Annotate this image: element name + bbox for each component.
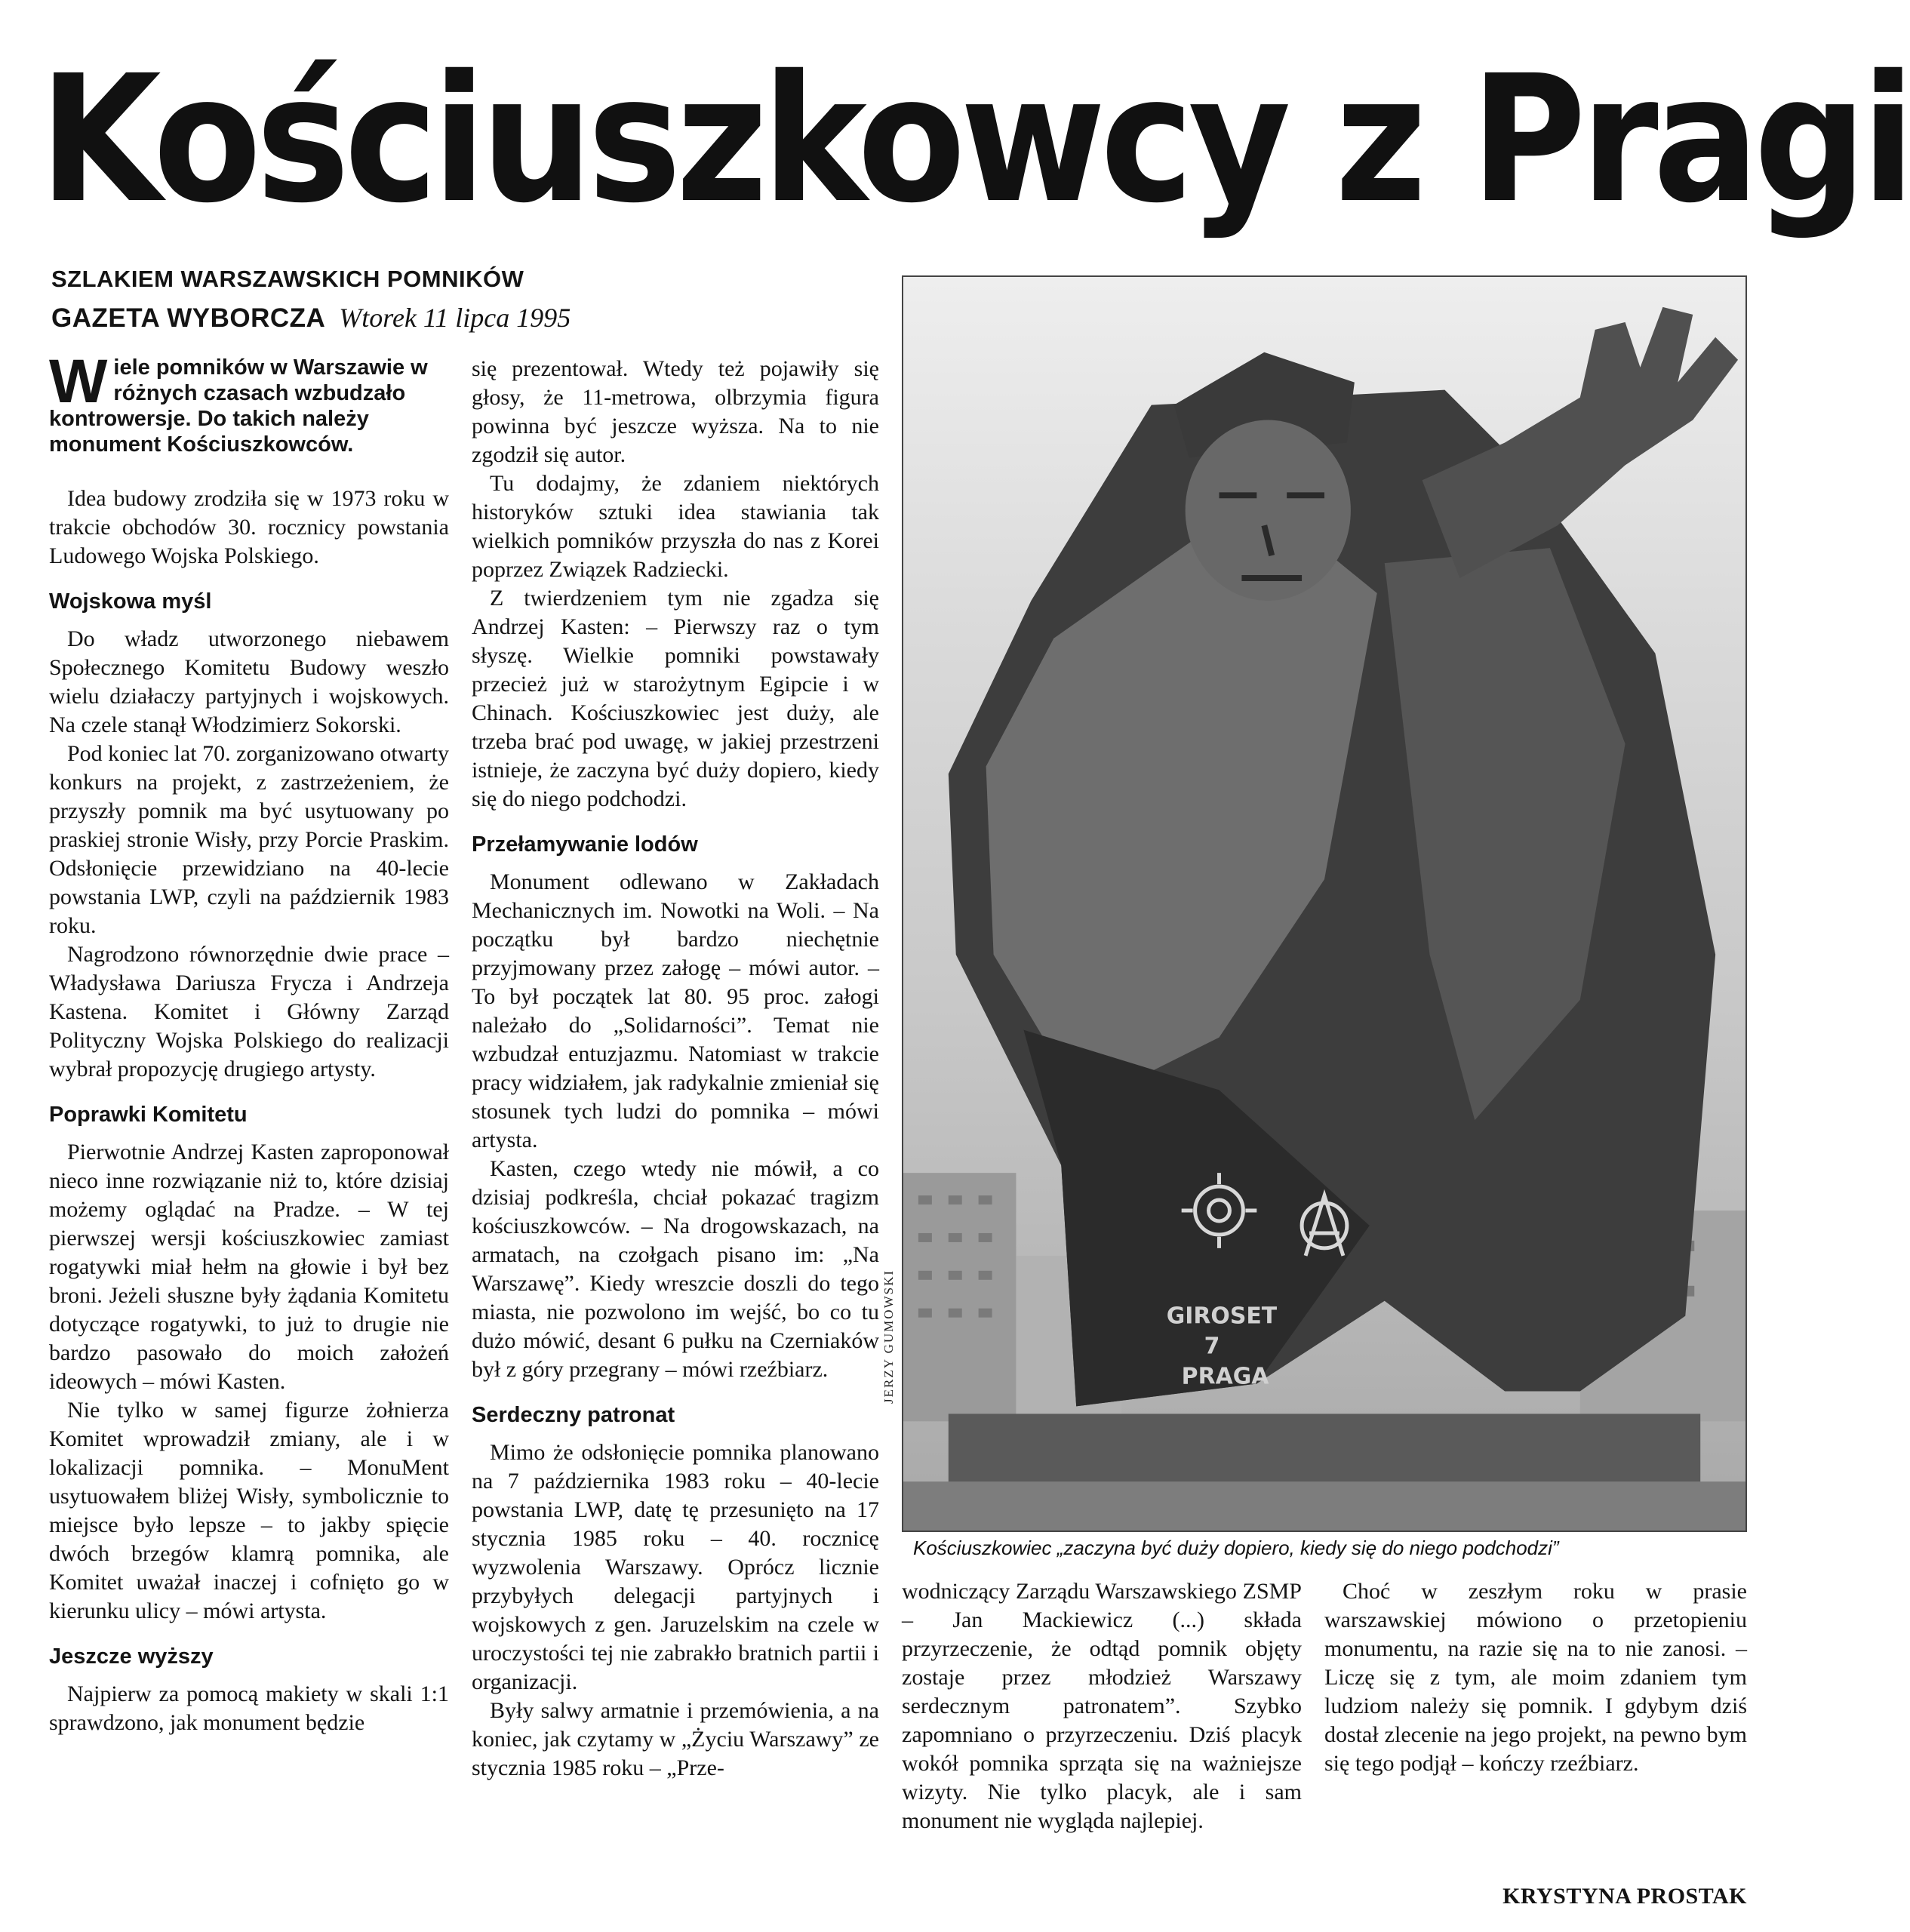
paragraph: Idea budowy zrodziła się w 1973 roku w trakcie obchodów 30. rocznicy powstania Ludowego Wojska Polskiego. [49, 486, 449, 568]
article-column-3 [902, 1577, 1302, 1924]
lead-paragraph [49, 347, 449, 457]
paragraph: Nie tylko w samej figurze żołnierza Komitet wprowadził zmiany, ale i w lokalizacji pomnika. – MonuMent usytuowałem bliżej Wisły, symbolicznie to miejsce było lepsze – to jakby spięcie dwóch brzegów klamrą pomnika, ale Komitet uważał inaczej i cofnięto go w kierunku ulicy – mówi artysta. [49, 1398, 449, 1623]
paragraph: się prezentował. Wtedy też pojawiły się głosy, że 11-metrowa, olbrzymia figura powinna być jeszcze wyższa. Na to nie zgodził się autor. [472, 356, 879, 467]
subheading-jeszcze-wyzszy: Jeszcze wyższy [49, 1644, 214, 1669]
paragraph: Nagrodzono równorzędnie dwie prace – Władysława Dariusza Frycza i Andrzeja Kastena. Komitet i Główny Zarząd Polityczny Wojska Polskiego do realizacji wybrał propozycję drugiego artysty. [49, 942, 449, 1081]
photo-credit: JERZY GUMOWSKI [881, 1269, 896, 1404]
paragraph: Pod koniec lat 70. zorganizowano otwarty konkurs na projekt, z zastrzeżeniem, że przyszły pomnik ma być usytuowany po praskiej stronie Wisły, przy Porcie Praskim. Odsłonięcie przewidziano na 40-lecie powstania LWP, czyli na październik 1983 roku. [49, 741, 449, 938]
paragraph: Do władz utworzonego niebawem Społecznego Komitetu Budowy weszło wielu działaczy partyjnych i wojskowych. Na czele stanął Włodzimierz Sokorski. [49, 626, 449, 737]
paragraph: Monument odlewano w Zakładach Mechanicznych im. Nowotki na Woli. – Na początku był bardzo niechętnie przyjmowany przez załogę – mówi autor. – To był początek lat 80. 95 proc. załogi należało do „Solidarności”. Temat nie wzbudzał entuzjazmu. Natomiast w trakcie pracy widziałem, jak radykalnie zmieniał się stosunek tych ludzi do pomnika – mówi artysta. [472, 869, 879, 1152]
subheading-wojskowa-mysl: Wojskowa myśl [49, 589, 212, 614]
subheading-przelamywanie-lodow: Przełamywanie lodów [472, 832, 698, 857]
monument-photo [902, 275, 1747, 1532]
graffiti-line-2: 7 [1204, 1333, 1220, 1360]
headline: Kościuszkowcy z Pragi [39, 38, 1910, 242]
graffiti-line-1: GIROSET [1166, 1303, 1278, 1330]
drop-cap: W [49, 347, 108, 416]
dateline [51, 302, 866, 334]
author-signature: KRYSTYNA PROSTAK [1502, 1884, 1747, 1909]
newspaper-name: GAZETA WYBORCZA [51, 303, 326, 333]
subheading-serdeczny-patronat: Serdeczny patronat [472, 1403, 675, 1427]
paragraph: Były salwy armatnie i przemówienia, a na koniec, jak czytamy w „Życiu Warszawy” ze stycznia 1985 roku – „Prze- [472, 1698, 879, 1780]
ground [903, 1481, 1745, 1531]
graffiti-line-3: PRAGA [1181, 1363, 1269, 1390]
paragraph: wodniczący Zarządu Warszawskiego ZSMP – Jan Mackiewicz (...) składa przyrzeczenie, że odtąd pomnik objęty zostaje przez młodzież Warszawy serdecznym patronatem”. Szybko zapomniano o przyrzeczeniu. Dziś placyk wokół pomnika sprząta się na ważniejsze wizyty. Nie tylko placyk, ale i sam monument nie wygląda najlepiej. [902, 1579, 1302, 1833]
photo-caption: Kościuszkowiec „zaczyna być duży dopiero, kiedy się do niego podchodzi” [913, 1537, 1559, 1559]
paragraph: Kasten, czego wtedy nie mówił, a co dzisiaj podkreśla, chciał pokazać tragizm kościuszkowców. – Na drogowskazach, na armatach, na czołgach pisano im: „Na Warszawę”. Kiedy wreszcie doszli do tego miasta, nie pozwolono im wejść, bo co tu dużo mówić, desant 6 pułku na Czerniaków był z góry przegrany – mówi rzeźbiarz. [472, 1156, 879, 1382]
paragraph: Najpierw za pomocą makiety w skali 1:1 sprawdzono, jak monument będzie [49, 1681, 449, 1735]
soldier-face [1186, 420, 1351, 601]
subheading-poprawki-komitetu: Poprawki Komitetu [49, 1103, 248, 1127]
article-column-4 [1324, 1577, 1747, 1924]
paragraph: Choć w zeszłym roku w prasie warszawskiej mówiono o przetopieniu monumentu, na razie się na to nie zanosi. – Liczę się z tym, ale moim zdaniem tym ludziom należy się pomnik. I gdybym dziś dostał zlecenie na jego projekt, na pewno bym się tego podjął – kończy rzeźbiarz. [1324, 1579, 1747, 1776]
lead-text: iele pomników w Warszawie w różnych czasach wzbudzało kontrowersje. Do takich należy monument Kościuszkowców. [49, 355, 428, 457]
paragraph: Pierwotnie Andrzej Kasten zaproponował nieco inne rozwiązanie niż to, które dzisiaj możemy oglądać na Pradze. – W tej pierwszej wersji kościuszkowiec zamiast rogatywki miał hełm na głowie i był bez broni. Jeżeli słuszne były żądania Komitetu dotyczące rogatywki, to już to drugie nie bardzo pasowało do moich założeń ideowych – mówi Kasten. [49, 1140, 449, 1394]
paragraph: Tu dodajmy, że zdaniem niektórych historyków sztuki idea stawiania tak wielkich pomników przyszła do nas z Korei poprzez Związek Radziecki. [472, 471, 879, 582]
paragraph: Mimo że odsłonięcie pomnika planowano na 7 października 1983 roku – 40-lecie powstania LWP, datę tę przesunięto na 17 stycznia 1985 roku – 40. rocznicę wyzwolenia Warszawy. Oprócz licznie przybyłych delegacji partyjnych i wojskowych z gen. Jaruzelskim na czele w uroczystości tej nie zabrakło bratnich partii i organizacji. [472, 1440, 879, 1694]
publication-date: Wtorek 11 lipca 1995 [339, 303, 571, 333]
paragraph: Z twierdzeniem tym nie zgadza się Andrzej Kasten: – Pierwszy raz o tym słyszę. Wielkie pomniki powstawały przecież już w starożytnym Egipcie i w Chinach. Kościuszkowiec jest duży, ale trzeba brać pod uwagę, w jakiej przestrzeni istnieje, że zaczyna być duży dopiero, kiedy się do niego podchodzi. [472, 586, 879, 811]
article-column-1 [49, 347, 449, 1924]
section-kicker: SZLAKIEM WARSZAWSKICH POMNIKÓW [51, 266, 524, 292]
monument-illustration [903, 277, 1745, 1531]
article-column-2 [472, 355, 879, 1924]
